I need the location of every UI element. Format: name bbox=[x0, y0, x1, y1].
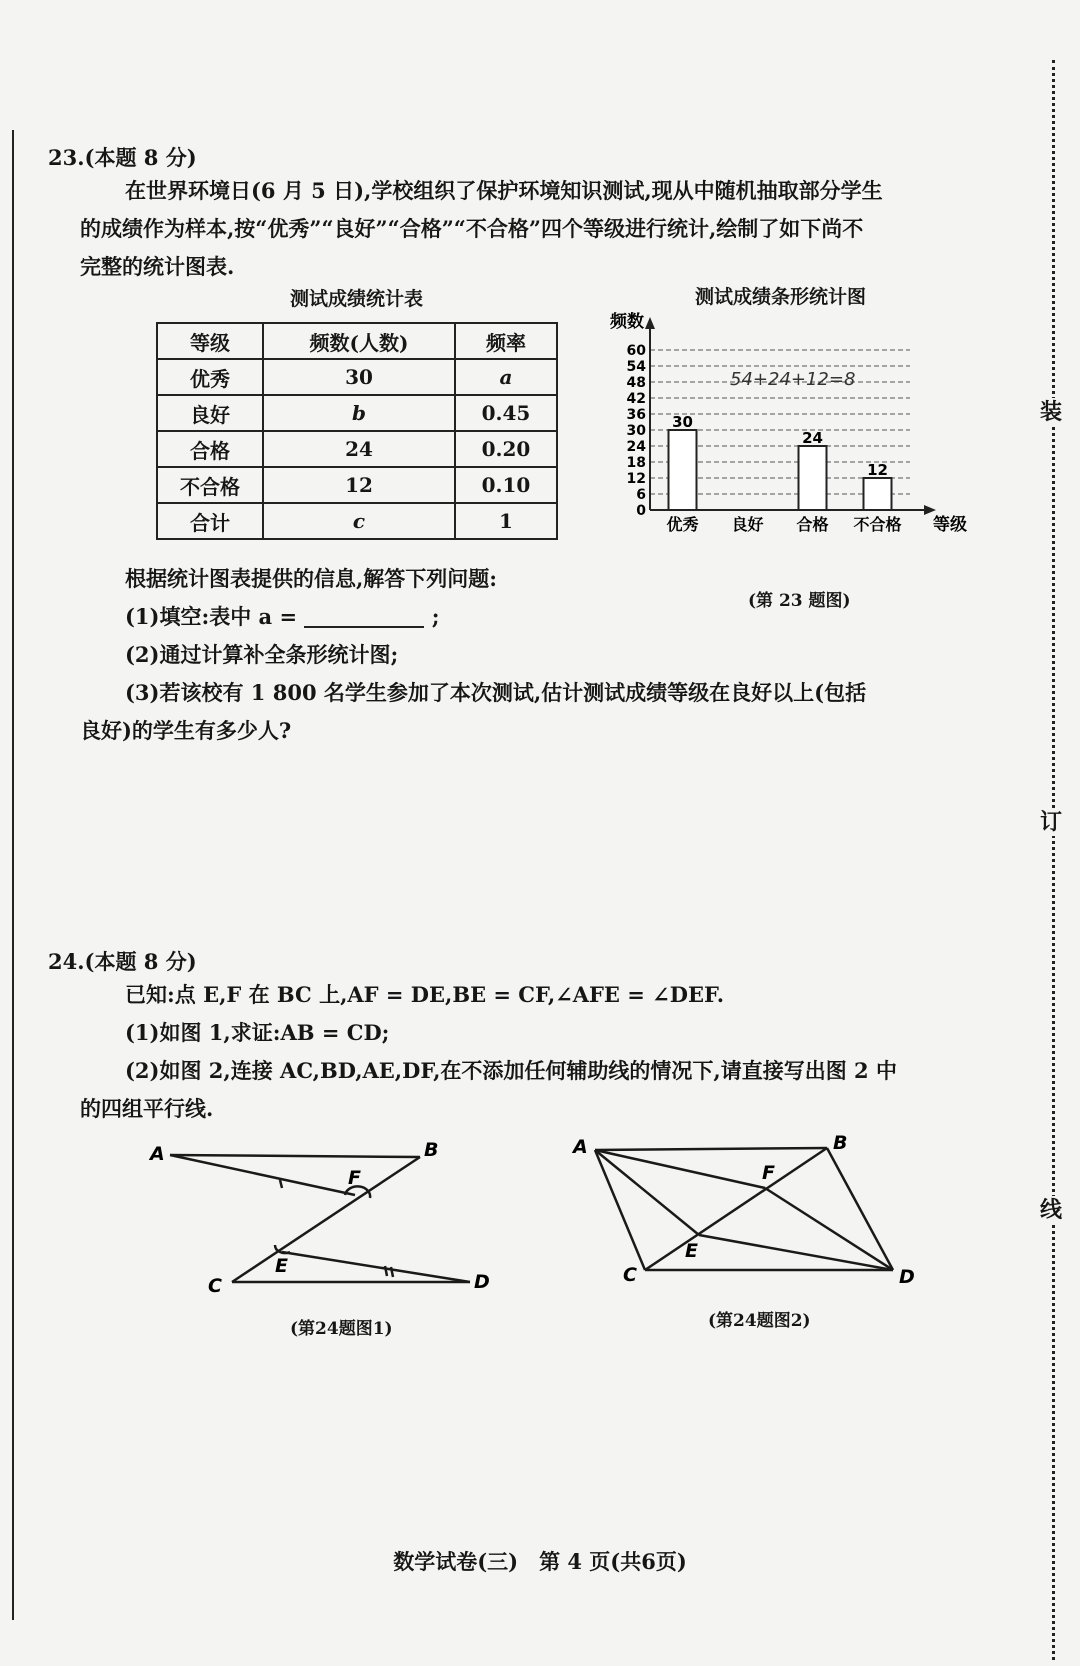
segment-AF bbox=[595, 1150, 765, 1188]
y-tick-label: 18 bbox=[626, 455, 646, 471]
table-cell: 1 bbox=[455, 503, 557, 539]
table-row bbox=[157, 359, 557, 395]
label-A: A bbox=[150, 1143, 165, 1165]
q24-sub2-line1: (2)如图 2,连接 AC,BD,AE,DF,在不添加任何辅助线的情况下,请直接写出图 2 中 bbox=[125, 1058, 897, 1083]
y-tick-label: 30 bbox=[626, 423, 646, 439]
q24-heading: 24.(本题 8 分) bbox=[48, 949, 197, 974]
y-tick-label: 6 bbox=[636, 487, 646, 503]
table-cell: 不合格 bbox=[157, 467, 263, 503]
figure24-1-caption: (第24题图1) bbox=[290, 1319, 393, 1339]
binding-char-zhuang: 装 bbox=[1040, 399, 1063, 425]
binding-char-ding: 订 bbox=[1040, 809, 1063, 835]
bar bbox=[669, 430, 697, 510]
table-cell: 合格 bbox=[157, 431, 263, 467]
label-A: A bbox=[573, 1136, 588, 1158]
answer-blank bbox=[304, 602, 424, 628]
segment-AF bbox=[170, 1155, 355, 1195]
q24-given: 已知:点 E,F 在 BC 上,AF = DE,BE = CF,∠AFE = ∠DEF. bbox=[125, 982, 725, 1007]
q23-sub1-end: ; bbox=[431, 604, 440, 629]
x-tick-label: 合格 bbox=[796, 515, 829, 534]
x-tick-label: 不合格 bbox=[853, 515, 902, 534]
q23-intro-line1: 在世界环境日(6 月 5 日),学校组织了保护环境知识测试,现从中随机抽取部分学生 bbox=[125, 178, 883, 203]
label-D: D bbox=[899, 1266, 915, 1288]
binding-char-xian: 线 bbox=[1040, 1197, 1063, 1223]
table-cell: 良好 bbox=[157, 395, 263, 431]
segment-BD bbox=[827, 1148, 893, 1270]
bar-value-label: 12 bbox=[867, 461, 888, 479]
table-cell: c bbox=[263, 503, 455, 539]
x-tick-label: 良好 bbox=[731, 515, 764, 534]
segment-ED bbox=[282, 1252, 470, 1282]
table-cell: 0.45 bbox=[455, 395, 557, 431]
figure23-caption: (第 23 题图) bbox=[748, 591, 851, 611]
x-axis-label: 等级 bbox=[933, 515, 967, 535]
figure24-2-caption: (第24题图2) bbox=[708, 1311, 811, 1331]
table-header-cell: 频率 bbox=[455, 323, 557, 359]
figure24-1 bbox=[140, 1140, 500, 1300]
bar-chart bbox=[610, 312, 1020, 575]
label-C: C bbox=[623, 1264, 637, 1286]
y-tick-label: 0 bbox=[636, 503, 646, 519]
table-row bbox=[157, 503, 557, 539]
q23-sub3-line2: 良好)的学生有多少人? bbox=[80, 718, 292, 743]
label-C: C bbox=[208, 1275, 222, 1297]
q23-intro-line2: 的成绩作为样本,按“优秀”“良好”“合格”“不合格”四个等级进行统计,绘制了如下尚不 bbox=[80, 216, 864, 241]
table-cell: 合计 bbox=[157, 503, 263, 539]
segment-AC bbox=[595, 1150, 645, 1270]
table-header-row bbox=[157, 323, 557, 359]
left-margin-rule bbox=[12, 130, 14, 1620]
q23-intro-line3: 完整的统计图表. bbox=[80, 254, 235, 279]
q23-sub1-text: (1)填空:表中 a = bbox=[125, 604, 298, 629]
q24-sub2-line2: 的四组平行线. bbox=[80, 1096, 214, 1121]
x-tick-label: 优秀 bbox=[666, 515, 699, 534]
score-table bbox=[156, 322, 558, 540]
binding-dotted-line bbox=[1052, 60, 1055, 1660]
y-axis-label: 频数 bbox=[610, 312, 644, 332]
label-D: D bbox=[474, 1271, 490, 1293]
table-cell: a bbox=[455, 359, 557, 395]
q23-heading: 23.(本题 8 分) bbox=[48, 145, 197, 170]
label-B: B bbox=[424, 1139, 439, 1161]
table-row bbox=[157, 431, 557, 467]
table-cell: b bbox=[263, 395, 455, 431]
figure24-2 bbox=[565, 1132, 925, 1295]
table-header-cell: 频数(人数) bbox=[263, 323, 455, 359]
y-tick-label: 12 bbox=[626, 471, 646, 487]
label-F: F bbox=[348, 1167, 361, 1189]
y-tick-label: 36 bbox=[626, 407, 646, 423]
q23-sub1 bbox=[125, 598, 439, 636]
table-title: 测试成绩统计表 bbox=[290, 288, 424, 310]
q23-sub3-line1: (3)若该校有 1 800 名学生参加了本次测试,估计测试成绩等级在良好以上(包括 bbox=[125, 680, 867, 705]
bar bbox=[864, 478, 892, 510]
table-row bbox=[157, 467, 557, 503]
y-tick-label: 24 bbox=[626, 439, 646, 455]
chart-title: 测试成绩条形统计图 bbox=[695, 286, 867, 308]
bar-value-label: 30 bbox=[672, 413, 693, 431]
table-cell: 0.10 bbox=[455, 467, 557, 503]
table-cell: 24 bbox=[263, 431, 455, 467]
q24-sub1: (1)如图 1,求证:AB = CD; bbox=[125, 1020, 390, 1045]
label-F: F bbox=[762, 1162, 775, 1184]
handwritten-note: 54+24+12=8 bbox=[730, 369, 856, 390]
table-header-cell: 等级 bbox=[157, 323, 263, 359]
y-tick-label: 48 bbox=[626, 375, 646, 391]
bar bbox=[799, 446, 827, 510]
table-cell: 12 bbox=[263, 467, 455, 503]
y-tick-label: 60 bbox=[626, 343, 646, 359]
tick-mark-AF bbox=[280, 1180, 282, 1188]
segment-AB bbox=[170, 1155, 420, 1157]
q23-prompt: 根据统计图表提供的信息,解答下列问题: bbox=[125, 566, 498, 591]
label-E: E bbox=[685, 1240, 698, 1262]
label-E: E bbox=[275, 1255, 288, 1277]
table-cell: 30 bbox=[263, 359, 455, 395]
table-row bbox=[157, 395, 557, 431]
table-cell: 0.20 bbox=[455, 431, 557, 467]
y-tick-label: 54 bbox=[626, 359, 646, 375]
y-tick-label: 42 bbox=[626, 391, 646, 407]
table-cell: 优秀 bbox=[157, 359, 263, 395]
q23-sub2: (2)通过计算补全条形统计图; bbox=[125, 642, 399, 667]
segment-AB bbox=[595, 1148, 827, 1150]
bar-value-label: 24 bbox=[802, 429, 823, 447]
page-footer: 数学试卷(三) 第 4 页(共6页) bbox=[393, 1549, 687, 1574]
label-B: B bbox=[833, 1132, 848, 1154]
